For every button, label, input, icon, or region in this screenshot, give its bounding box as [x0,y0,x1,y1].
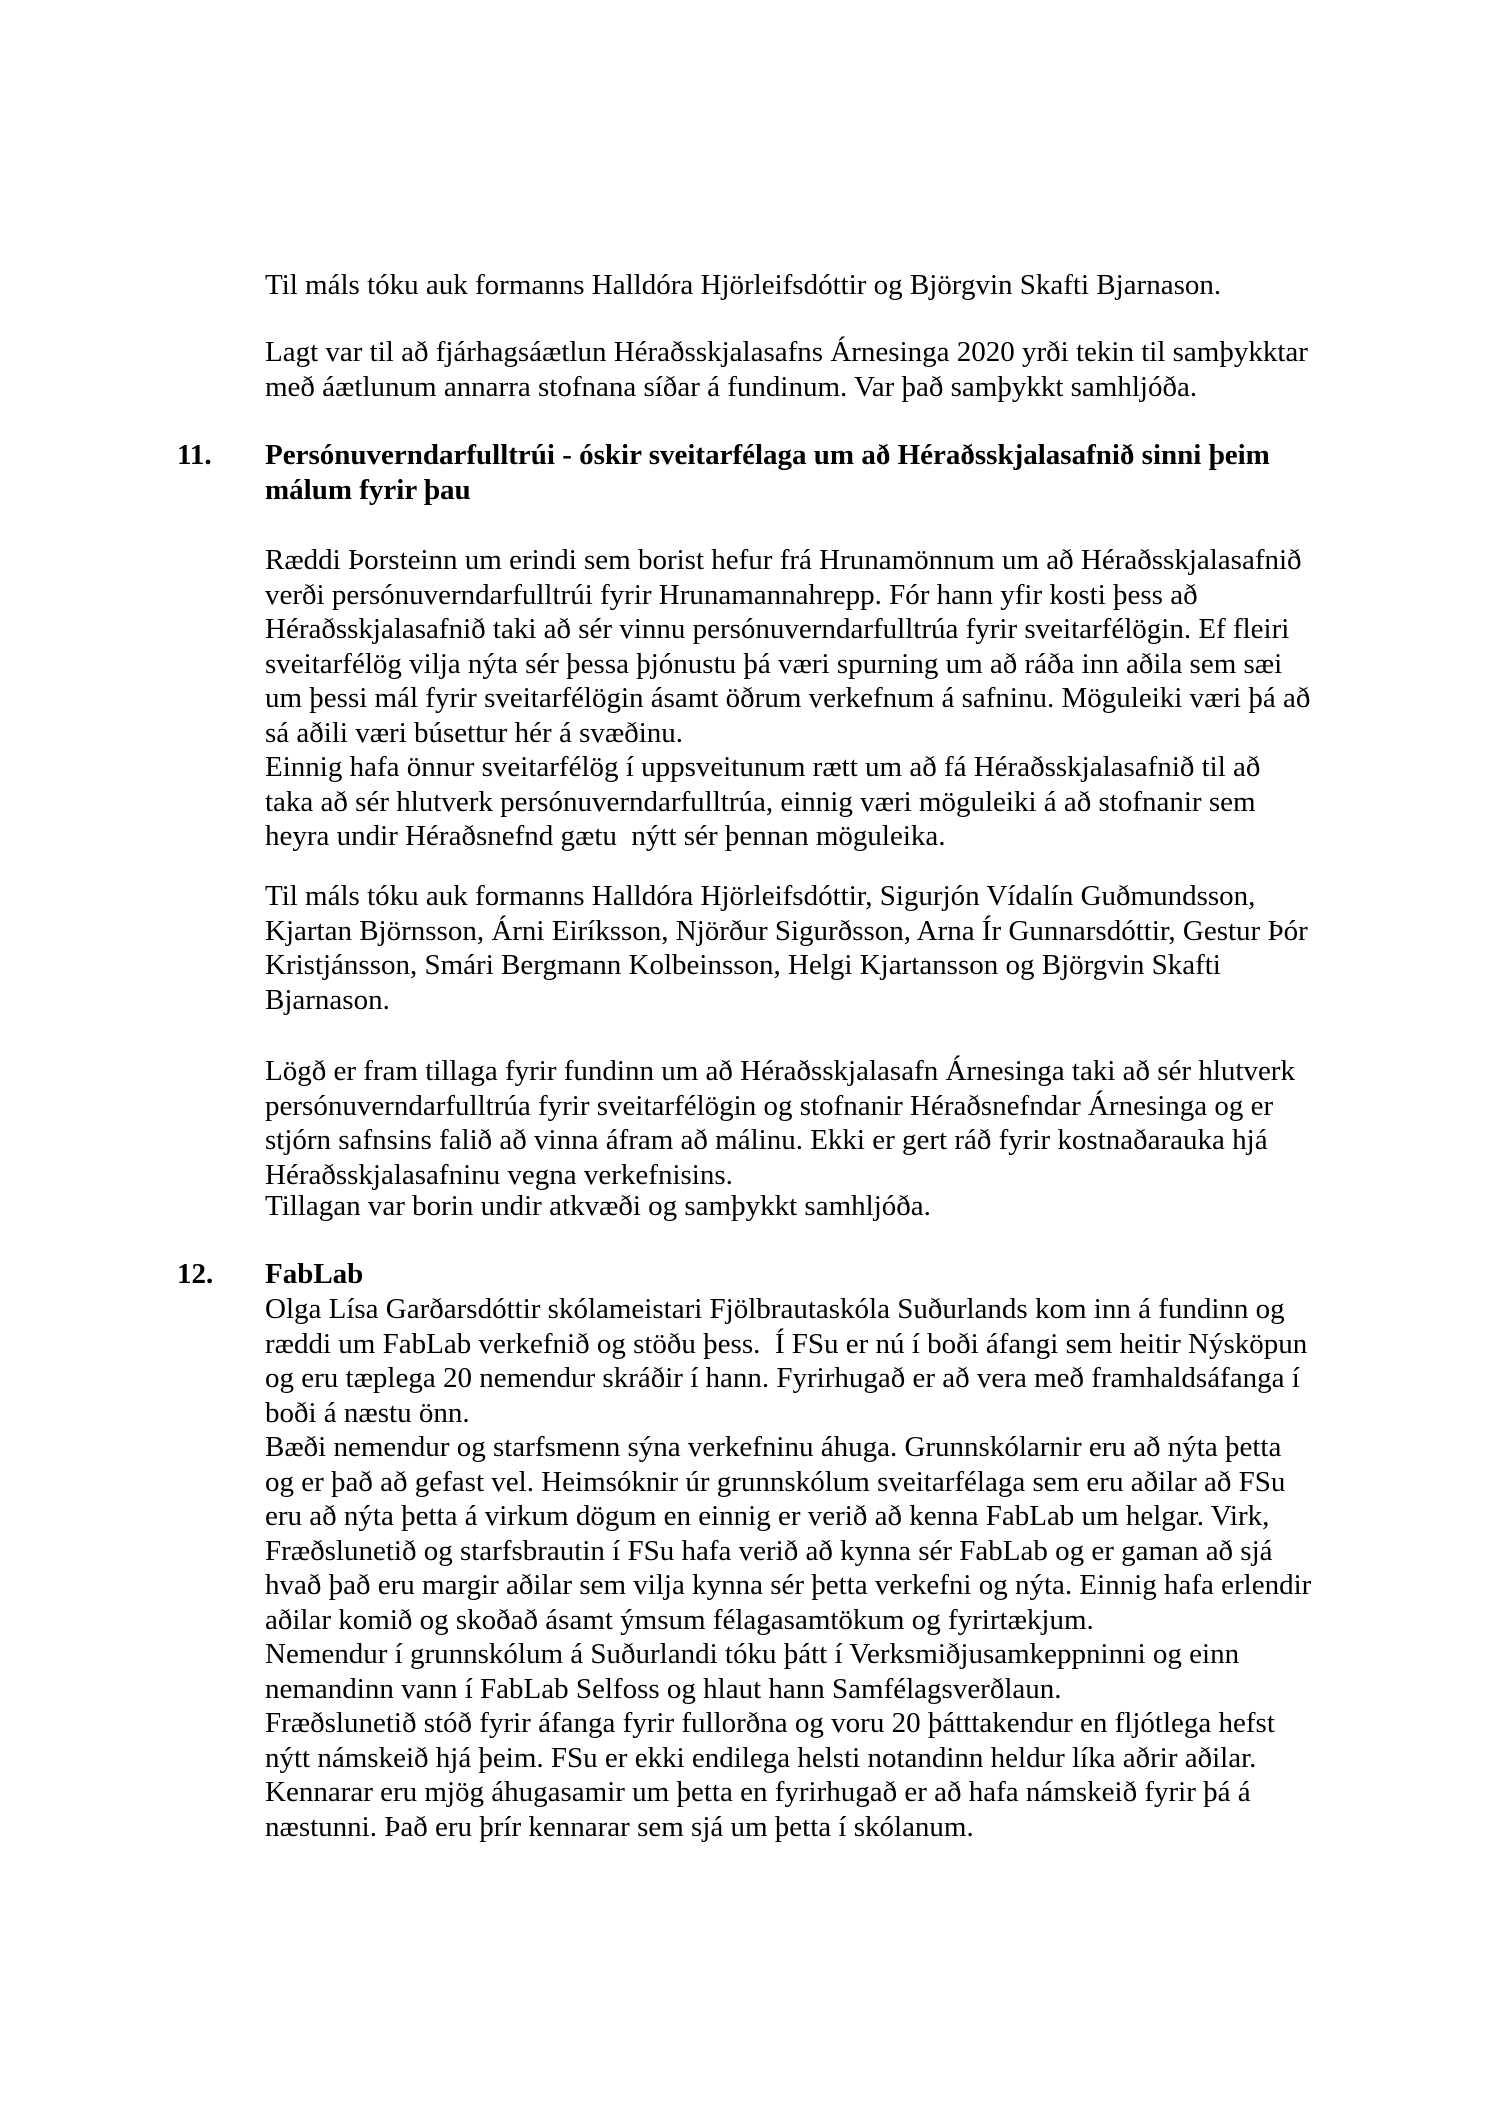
text-line: stjórn safnsins falið að vinna áfram að málinu. Ekki er gert ráð fyrir kostnaðarauka hjá [265,1124,1268,1156]
paragraph [265,335,1365,404]
text-line: nýtt námskeið hjá þeim. FSu er ekki endilega helsti notandinn heldur líka aðrir aðilar. [265,1741,1257,1774]
text-line: ræddi um FabLab verkefnið og stöðu þess. Í FSu er nú í boði áfangi sem heitir Nýsköpun [265,1327,1308,1360]
text-line: Héraðsskjalasafninu vegna verkefnisins. [265,1158,733,1191]
text-line: Kennarar eru mjög áhugasamir um þetta en fyrirhugað er að hafa námskeið fyrir þá á [265,1776,1251,1808]
text-line: með áætlunum annarra stofnana síðar á fundinum. Var það samþykkt samhljóða. [265,370,1198,403]
text-line: Fræðslunetið stóð fyrir áfanga fyrir fullorðna og voru 20 þátttakendur en fljótlega hefst [265,1707,1275,1739]
text-line: og er það að gefast vel. Heimsóknir úr grunnskólum sveitarfélaga sem eru aðilar að FSu [265,1465,1286,1498]
text-line: aðilar komið og skoðað ásamt ýmsum félagasamtökum og fyrirtækjum. [265,1603,1094,1636]
text-line: Tillagan var borin undir atkvæði og samþykkt samhljóða. [265,1190,931,1222]
text-line: og eru tæplega 20 nemendur skráðir í hann. Fyrirhugað er að vera með framhaldsáfanga í [265,1362,1300,1394]
text-line: Til máls tóku auk formanns Halldóra Hjörleifsdóttir og Björgvin Skafti Bjarnason. [265,269,1222,301]
text-line: Fræðslunetið og starfsbrautin í FSu hafa verið að kynna sér FabLab og er gaman að sjá [265,1534,1273,1567]
text-line: Til máls tóku auk formanns Halldóra Hjörleifsdóttir, Sigurjón Vídalín Guðmundsson, [265,880,1256,912]
text-line: Lögð er fram tillaga fyrir fundinn um að Héraðsskjalasafn Árnesinga taki að sér hlutverk [265,1055,1295,1087]
paragraph [265,1189,1365,1224]
text-line: Ræddi Þorsteinn um erindi sem borist hefur frá Hrunamönnum um að Héraðsskjalasafnið [265,544,1302,576]
paragraph [265,1292,1365,1844]
paragraph [265,879,1365,1017]
section-heading [265,1257,1365,1292]
paragraph [265,543,1365,854]
text-line: næstunni. Það eru þrír kennarar sem sjá um þetta í skólanum. [265,1810,974,1843]
text-line: málum fyrir þau [265,473,471,506]
text-line: heyra undir Héraðsnefnd gætu nýtt sér þennan möguleika. [265,820,946,852]
text-line: Bæði nemendur og starfsmenn sýna verkefninu áhuga. Grunnskólarnir eru að nýta þetta [265,1431,1282,1463]
text-line: Einnig hafa önnur sveitarfélög í uppsveitunum rætt um að fá Héraðsskjalasafnið til að [265,751,1261,783]
text-line: Bjarnason. [265,983,390,1016]
text-line: um þessi mál fyrir sveitarfélögin ásamt öðrum verkefnum á safninu. Möguleiki væri þá að [265,682,1311,714]
text-line: eru að nýta þetta á virkum dögum en einnig er verið að kenna FabLab um helgar. Virk, [265,1500,1270,1532]
text-line: nemandinn vann í FabLab Selfoss og hlaut hann Samfélagsverðlaun. [265,1672,1062,1705]
text-line: persónuverndarfulltrúa fyrir sveitarfélögin og stofnanir Héraðsnefndar Árnesinga og er [265,1089,1274,1122]
section-heading [265,438,1365,507]
text-line: taka að sér hlutverk persónuverndarfulltrúa, einnig væri möguleiki á að stofnanir sem [265,785,1256,818]
paragraph [265,1054,1365,1192]
text-line: Lagt var til að fjárhagsáætlun Héraðsskjalasafns Árnesinga 2020 yrði tekin til samþykktar [265,336,1308,368]
text-line: boði á næstu önn. [265,1396,470,1429]
text-line: Persónuverndarfulltrúi - óskir sveitarfélaga um að Héraðsskjalasafnið sinni þeim [265,439,1270,471]
text-line: Olga Lísa Garðarsdóttir skólameistari Fjölbrautaskóla Suðurlands kom inn á fundinn og [265,1293,1285,1325]
text-line: Héraðsskjalasafnið taki að sér vinnu persónuverndarfulltrúa fyrir sveitarfélögin. Ef fleiri [265,613,1290,645]
text-line: Nemendur í grunnskólum á Suðurlandi tóku þátt í Verksmiðjusamkeppninni og einn [265,1638,1240,1670]
text-line: sveitarfélög vilja nýta sér þessa þjónustu þá væri spurning um að ráða inn aðila sem sæi [265,647,1283,680]
text-line: Kristjánsson, Smári Bergmann Kolbeinsson, Helgi Kjartansson og Björgvin Skafti [265,949,1221,981]
text-line: Kjartan Björnsson, Árni Eiríksson, Njörður Sigurðsson, Arna Ír Gunnarsdóttir, Gestur Þór [265,914,1308,947]
text-line: FabLab [265,1258,364,1290]
section-number: 12. [177,1258,214,1290]
text-line: verði persónuverndarfulltrúi fyrir Hrunamannahrepp. Fór hann yfir kosti þess að [265,578,1198,611]
section-number: 11. [177,439,212,471]
text-line: hvað það eru margir aðilar sem vilja kynna sér þetta verkefni og nýta. Einnig hafa erlendir [265,1569,1312,1601]
text-line: sá aðili væri búsettur hér á svæðinu. [265,716,684,749]
paragraph [265,268,1365,303]
